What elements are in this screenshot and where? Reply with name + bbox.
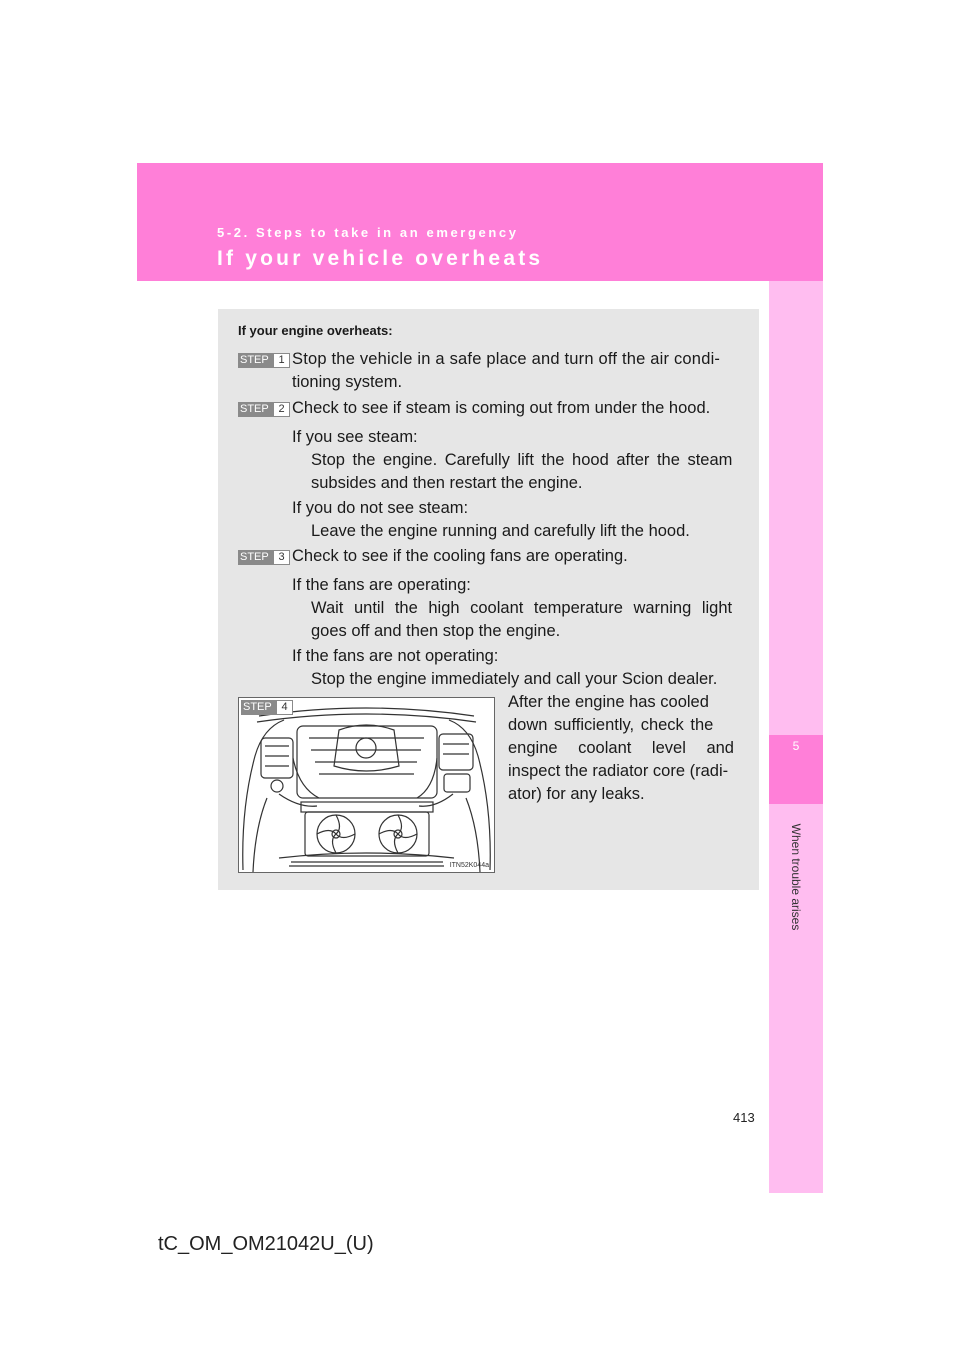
step-3-action-1-line-2: goes off and then stop the engine. bbox=[311, 622, 561, 640]
document-code: tC_OM_OM21042U_(U) bbox=[158, 1233, 374, 1255]
step-number: 2 bbox=[273, 402, 290, 417]
step-4-line-2: down sufficiently, check the bbox=[508, 716, 714, 734]
step-number: 4 bbox=[276, 700, 293, 715]
step-2-action-1-line-1: Stop the engine. Carefully lift the hood after the steam bbox=[311, 451, 733, 469]
content-box bbox=[218, 309, 759, 890]
step-word: STEP bbox=[240, 403, 269, 415]
lead-text: If your engine overheats: bbox=[238, 323, 393, 338]
step-word: STEP bbox=[240, 354, 269, 366]
step-4-line-4: inspect the radiator core (radi- bbox=[508, 762, 729, 780]
step-word: STEP bbox=[240, 551, 269, 563]
step-4-line-1: After the engine has cooled bbox=[508, 693, 709, 711]
chapter-label bbox=[787, 812, 805, 942]
step-1-line-1: Stop the vehicle in a safe place and turn off the air condi- bbox=[292, 350, 721, 368]
step-badge-1 bbox=[238, 353, 290, 368]
step-3-action-2: Stop the engine immediately and call your Scion dealer. bbox=[311, 670, 718, 688]
engine-illustration bbox=[238, 697, 495, 873]
step-badge-4 bbox=[241, 700, 293, 715]
step-3-text: Check to see if the cooling fans are operating. bbox=[292, 547, 628, 565]
step-number: 3 bbox=[273, 550, 290, 565]
step-2-action-1-line-2: subsides and then restart the engine. bbox=[311, 474, 583, 492]
chapter-number: 5 bbox=[792, 739, 800, 753]
step-3-action-1-line-1: Wait until the high coolant temperature warning light bbox=[311, 599, 733, 617]
illustration-code: ITN52K044a bbox=[449, 862, 489, 869]
step-4-line-3: engine coolant level and bbox=[508, 739, 734, 757]
step-2-text: Check to see if steam is coming out from under the hood. bbox=[292, 399, 711, 417]
page-title: If your vehicle overheats bbox=[217, 247, 544, 270]
chapter-label-text: When trouble arises bbox=[789, 823, 803, 931]
step-word: STEP bbox=[243, 701, 272, 713]
engine-bay-drawing bbox=[239, 698, 494, 872]
step-3-condition-1: If the fans are operating: bbox=[292, 576, 471, 594]
step-4-line-5: ator) for any leaks. bbox=[508, 785, 645, 803]
step-3-condition-2: If the fans are not operating: bbox=[292, 647, 499, 665]
step-2-condition-1: If you see steam: bbox=[292, 428, 418, 446]
page-number: 413 bbox=[733, 1110, 755, 1125]
step-badge-3 bbox=[238, 550, 290, 565]
header-band bbox=[137, 163, 823, 281]
section-heading: 5-2. Steps to take in an emergency bbox=[217, 225, 519, 240]
step-1-line-2: tioning system. bbox=[292, 373, 403, 391]
step-2-condition-2: If you do not see steam: bbox=[292, 499, 469, 517]
step-2-action-2: Leave the engine running and carefully lift the hood. bbox=[311, 522, 690, 540]
step-badge-2 bbox=[238, 402, 290, 417]
step-number: 1 bbox=[273, 353, 290, 368]
chapter-tab[interactable] bbox=[769, 735, 823, 804]
